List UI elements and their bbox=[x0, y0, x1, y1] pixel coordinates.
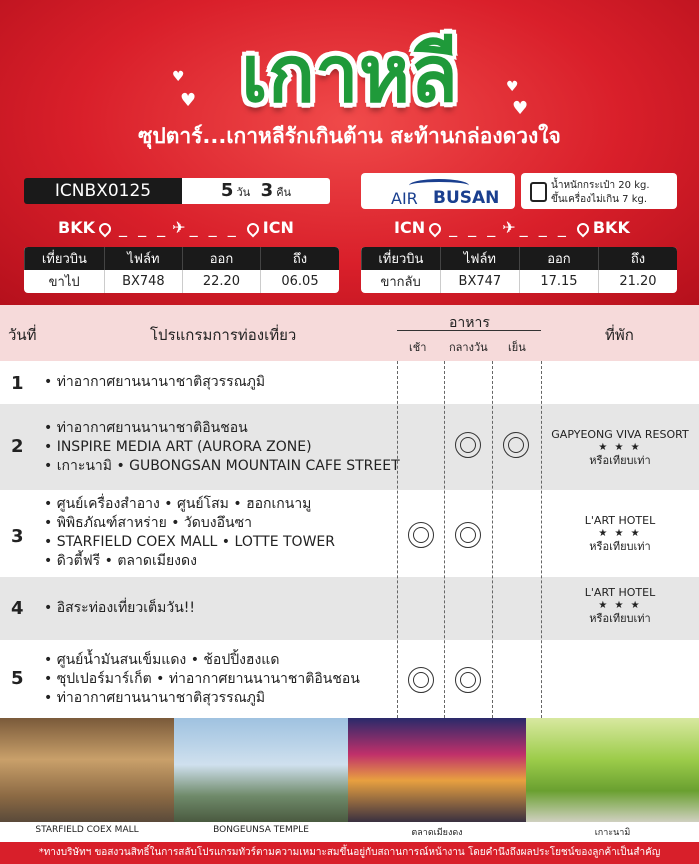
flight-row bbox=[362, 270, 678, 293]
tour-duration bbox=[182, 178, 330, 204]
hotel-note: หรือเทียบเท่า bbox=[589, 540, 651, 553]
day-number: 2 bbox=[11, 436, 24, 457]
activity-line: • พิพิธภัณฑ์สาหร่าย • วัดบงอึนซา bbox=[44, 515, 252, 531]
route-out-to: ICN bbox=[262, 218, 294, 237]
itinerary-header bbox=[0, 305, 699, 361]
day-number: 1 bbox=[11, 373, 24, 394]
heart-icon: ♥ bbox=[506, 79, 519, 95]
lunch-header: กลางวัน bbox=[449, 341, 488, 354]
baggage-line1: น้ำหนักกระเป๋า 20 kg. bbox=[551, 180, 650, 191]
route-back-from: ICN bbox=[394, 218, 426, 237]
column-divider bbox=[492, 361, 493, 718]
flight-header-cell: เที่ยวบิน bbox=[362, 247, 441, 270]
meal-lunch-icon bbox=[455, 667, 481, 693]
hotel-name: L'ART HOTEL bbox=[584, 586, 656, 599]
flight-header-cell: ถึง bbox=[598, 247, 677, 270]
activity-line: • ศูนย์น้ำมันสนเข็มแดง • ช้อปปิ้งฮงแด bbox=[44, 652, 280, 668]
flight-table-outbound bbox=[24, 247, 339, 293]
flight-cell: 17.15 bbox=[519, 270, 598, 293]
hotel-info bbox=[541, 514, 699, 553]
route-back-to: BKK bbox=[592, 218, 630, 237]
flight-header-cell: ออก bbox=[519, 247, 598, 270]
flight-cell: ขาไป bbox=[48, 275, 80, 290]
flight-row bbox=[25, 270, 340, 293]
column-divider bbox=[444, 361, 445, 718]
airline-logo bbox=[361, 173, 515, 209]
location-pin-icon bbox=[244, 220, 261, 237]
page-title: เกาหลี bbox=[241, 30, 458, 120]
hotel-stars: ★ ★ ★ bbox=[598, 442, 642, 453]
itinerary-day-3 bbox=[0, 490, 699, 577]
meal-dinner-icon bbox=[503, 432, 529, 458]
flight-table-header bbox=[362, 247, 678, 270]
flight-cell: BX747 bbox=[440, 270, 519, 293]
flight-header-cell: เที่ยวบิน bbox=[25, 247, 105, 270]
day-number: 5 bbox=[11, 668, 24, 689]
day-activities bbox=[44, 495, 335, 571]
activity-line: • เกาะนามิ • GUBONGSAN MOUNTAIN CAFE STREET bbox=[44, 458, 400, 474]
photo-caption: STARFIELD COEX MALL bbox=[35, 825, 139, 835]
day-number: 4 bbox=[11, 598, 24, 619]
day-column-header: วันที่ bbox=[8, 326, 37, 344]
itinerary-day-5 bbox=[0, 640, 699, 718]
hotel-note: หรือเทียบเท่า bbox=[589, 612, 651, 625]
photo-starfield-library bbox=[0, 718, 174, 822]
meal-lunch-icon bbox=[455, 432, 481, 458]
hotel-column-header: ที่พัก bbox=[605, 326, 634, 344]
flight-cell: 06.05 bbox=[260, 270, 339, 293]
flight-table-return bbox=[361, 247, 677, 293]
photo-caption: เกาะนามิ bbox=[594, 828, 631, 838]
meals-column-header: อาหาร bbox=[449, 315, 490, 331]
column-divider bbox=[397, 361, 398, 718]
location-pin-icon bbox=[97, 220, 114, 237]
airline-name-bold: BUSAN bbox=[433, 188, 500, 208]
meal-breakfast-icon bbox=[408, 667, 434, 693]
photo-caption: ตลาดเมียงดง bbox=[411, 828, 463, 838]
day-activities bbox=[44, 651, 360, 708]
meal-breakfast-icon bbox=[408, 522, 434, 548]
hotel-stars: ★ ★ ★ bbox=[598, 528, 642, 539]
day-activities bbox=[44, 373, 265, 392]
program-column-header: โปรแกรมการท่องเที่ยว bbox=[150, 326, 297, 344]
hotel-note: หรือเทียบเท่า bbox=[589, 454, 651, 467]
photo-strip bbox=[0, 718, 699, 838]
activity-line: • ศูนย์เครื่องสำอาง • ศูนย์โสม • ฮอกเกนามู bbox=[44, 496, 312, 512]
activity-line: • ท่าอากาศยานนานาชาติอินชอน bbox=[44, 420, 248, 436]
dinner-header: เย็น bbox=[508, 341, 526, 354]
day-activities bbox=[44, 599, 195, 618]
heart-icon: ♥ bbox=[172, 69, 185, 85]
flight-header-cell: ไฟล์ท bbox=[104, 247, 182, 270]
hotel-info bbox=[541, 428, 699, 467]
days-unit: วัน bbox=[236, 186, 251, 199]
activity-line: • ท่าอากาศยานนานาชาติสุวรรณภูมิ bbox=[44, 374, 266, 390]
flight-table-header bbox=[25, 247, 340, 270]
location-pin-icon bbox=[427, 220, 444, 237]
hotel-name: L'ART HOTEL bbox=[584, 514, 656, 527]
column-divider bbox=[541, 361, 542, 718]
tour-code: ICNBX0125 bbox=[24, 178, 182, 204]
breakfast-header: เช้า bbox=[409, 341, 427, 354]
luggage-icon bbox=[530, 182, 547, 202]
baggage-line2: ขึ้นเครื่องไม่เกิน 7 kg. bbox=[551, 194, 648, 205]
day-number: 3 bbox=[11, 526, 24, 547]
footer-disclaimer: *ทางบริษัทฯ ขอสงวนสิทธิ์ในการสลับโปรแกรมทัวร์ตามความเหมาะสมขึ้นอยู่กับสถานการณ์หน้างาน โดยคำนึงถึงผลประโยชน์ของลูกค้าเป็นสำคัญ bbox=[0, 842, 699, 864]
day-activities bbox=[44, 419, 400, 476]
location-pin-icon bbox=[574, 220, 591, 237]
activity-line: • อิสระท่องเที่ยวเต็มวัน!! bbox=[44, 600, 196, 616]
heart-icon: ♥ bbox=[180, 90, 197, 111]
baggage-info bbox=[521, 173, 677, 209]
route-return: ICN _ _ _ ✈ _ _ _ BKK bbox=[394, 218, 630, 237]
nights-unit: คืน bbox=[276, 186, 292, 199]
airplane-icon: ✈ bbox=[502, 218, 516, 237]
route-outbound: BKK _ _ _ ✈ _ _ _ ICN bbox=[58, 218, 294, 237]
flight-cell: ขากลับ bbox=[380, 275, 421, 290]
flight-cell: BX748 bbox=[104, 270, 182, 293]
heart-icon: ♥ bbox=[512, 98, 529, 119]
itinerary-day-2 bbox=[0, 404, 699, 490]
meals-divider bbox=[397, 330, 541, 331]
activity-line: • ท่าอากาศยานนานาชาติสุวรรณภูมิ bbox=[44, 690, 266, 706]
hotel-info bbox=[541, 586, 699, 625]
route-out-from: BKK bbox=[58, 218, 95, 237]
itinerary-day-1 bbox=[0, 361, 699, 404]
flight-header-cell: ถึง bbox=[260, 247, 339, 270]
flight-header-cell: ออก bbox=[182, 247, 260, 270]
airline-name-light: AIR bbox=[391, 189, 418, 208]
activity-line: • ดิวตี้ฟรี • ตลาดเมียงดง bbox=[44, 553, 197, 569]
duration-nights: 3 bbox=[260, 180, 274, 201]
duration-days: 5 bbox=[220, 180, 234, 201]
photo-nami-island bbox=[526, 718, 699, 822]
flight-header-cell: ไฟล์ท bbox=[440, 247, 519, 270]
header-banner bbox=[0, 0, 699, 305]
photo-caption: BONGEUNSA TEMPLE bbox=[213, 825, 309, 835]
itinerary-day-4 bbox=[0, 577, 699, 640]
meal-lunch-icon bbox=[455, 522, 481, 548]
activity-line: • ซุปเปอร์มาร์เก็ต • ท่าอากาศยานนานาชาติอินชอน bbox=[44, 671, 360, 687]
activity-line: • INSPIRE MEDIA ART (AURORA ZONE) bbox=[44, 439, 312, 455]
photo-myeongdong bbox=[348, 718, 526, 822]
hotel-name: GAPYEONG VIVA RESORT bbox=[551, 428, 689, 441]
photo-bongeunsa bbox=[174, 718, 348, 822]
flight-cell: 21.20 bbox=[598, 270, 677, 293]
flight-cell: 22.20 bbox=[182, 270, 260, 293]
airplane-icon: ✈ bbox=[172, 218, 186, 237]
page-subtitle: ซุปตาร์...เกาหลีรักเกินต้าน สะท้านกล่องดวงใจ bbox=[138, 124, 561, 148]
hotel-stars: ★ ★ ★ bbox=[598, 600, 642, 611]
activity-line: • STARFIELD COEX MALL • LOTTE TOWER bbox=[44, 534, 335, 550]
